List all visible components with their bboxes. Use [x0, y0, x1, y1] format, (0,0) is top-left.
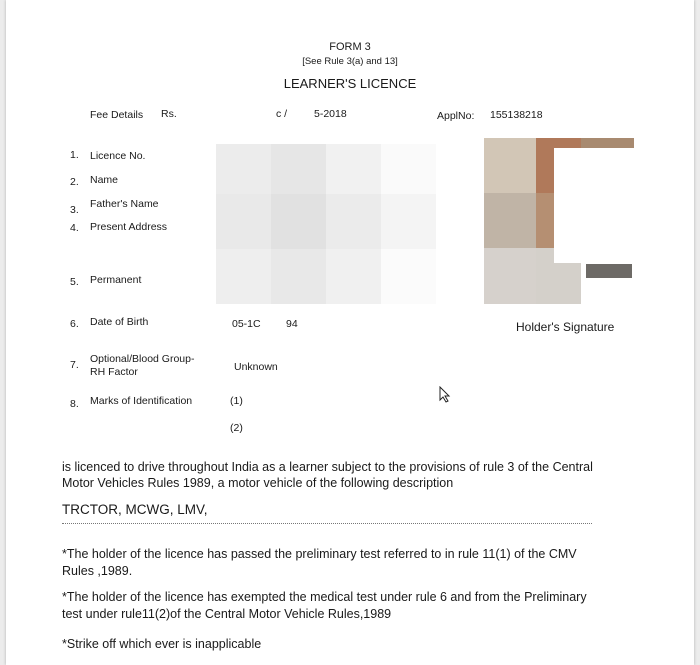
rule-reference: [See Rule 3(a) and 13] — [302, 56, 398, 67]
personal-details-redaction — [216, 144, 436, 304]
field-8-number: 8. — [70, 398, 79, 410]
note-1-line1: *The holder of the licence has passed the preliminary test referred to in rule 11(1) of the CMV — [62, 547, 577, 561]
fee-date: 5-2018 — [314, 108, 347, 120]
field-blood-group-label-line1: Optional/Blood Group- — [90, 353, 195, 365]
application-number: 155138218 — [490, 109, 543, 121]
dob-value-start: 05-1C — [232, 318, 261, 330]
dotted-separator — [62, 523, 592, 524]
field-marks-label: Marks of Identification — [90, 395, 193, 407]
field-4-number: 4. — [70, 222, 79, 234]
field-blood-group-label-line2: RH Factor — [90, 366, 138, 378]
field-2-number: 2. — [70, 176, 79, 188]
blood-group-value: Unknown — [234, 361, 278, 373]
vehicle-classes: TRCTOR, MCWG, LMV, — [62, 502, 208, 517]
field-dob-label: Date of Birth — [90, 316, 149, 328]
holder-photo — [484, 138, 634, 304]
field-7-number: 7. — [70, 359, 79, 371]
document-title: LEARNER'S LICENCE — [283, 76, 417, 91]
strike-off-note: *Strike off which ever is inapplicable — [62, 637, 262, 651]
licence-statement-line2: Motor Vehicles Rules 1989, a motor vehicle of the following description — [62, 476, 454, 490]
licence-document — [6, 0, 694, 665]
field-present-address-label: Present Address — [90, 221, 168, 233]
field-6-number: 6. — [70, 318, 79, 330]
fee-fragment: c / — [276, 108, 288, 120]
identification-mark-2: (2) — [230, 422, 243, 434]
note-1-line2: Rules ,1989. — [62, 564, 133, 578]
licence-statement-line1: is licenced to drive throughout India as a learner subject to the provisions of rule 3 of the Central — [62, 460, 593, 474]
field-5-number: 5. — [70, 276, 79, 288]
field-1-number: 1. — [70, 149, 79, 161]
identification-mark-1: (1) — [230, 395, 243, 407]
note-2-line1: *The holder of the licence has exempted the medical test under rule 6 and from the Preliminary — [62, 590, 587, 604]
field-permanent-label: Permanent — [90, 274, 142, 286]
field-name-label: Name — [90, 174, 119, 186]
form-number: FORM 3 — [329, 41, 371, 53]
field-3-number: 3. — [70, 204, 79, 216]
dob-value-end: 94 — [286, 318, 298, 330]
holder-signature-label: Holder's Signature — [516, 320, 615, 334]
application-label: ApplNo: — [437, 110, 475, 122]
fee-redaction — [178, 108, 274, 120]
fee-label: Fee Details — [90, 109, 144, 121]
field-fathers-name-label: Father's Name — [90, 198, 159, 210]
note-2-line2: test under rule11(2)of the Central Motor Vehicle Rules,1989 — [62, 607, 392, 621]
fee-amount: Rs. — [161, 108, 177, 120]
field-licence-no-label: Licence No. — [90, 150, 146, 162]
mouse-cursor-icon — [438, 386, 452, 404]
